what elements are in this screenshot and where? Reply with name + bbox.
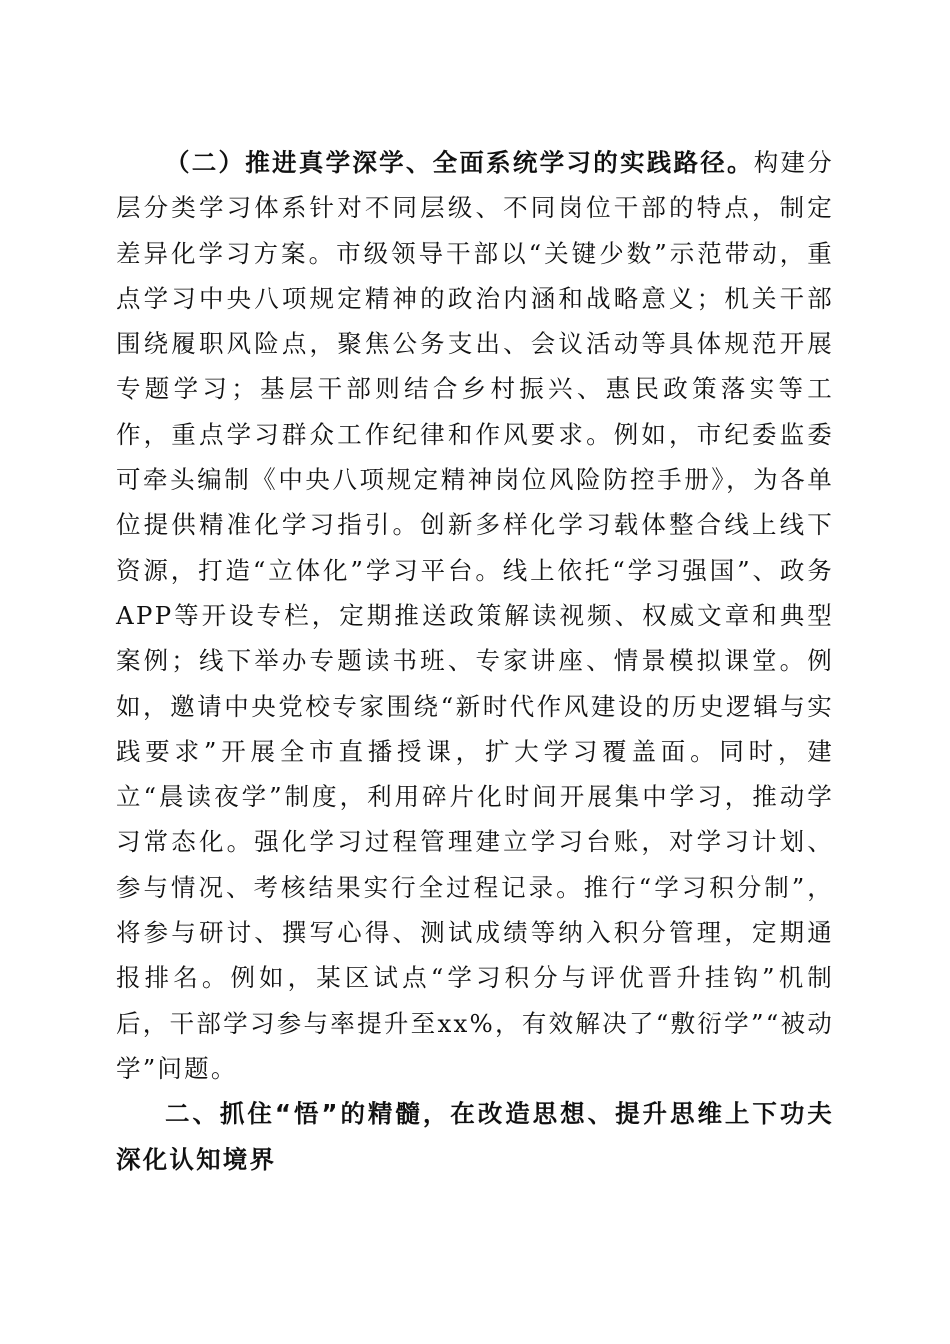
paragraph-lead: （二）推进真学深学、全面系统学习的实践路径。 — [165, 148, 754, 177]
document-body — [116, 140, 834, 1182]
section-heading: 二、抓住“悟”的精髓，在改造思想、提升思维上下功夫深化认知境界 — [116, 1099, 834, 1174]
paragraph-body: 构建分层分类学习体系针对不同层级、不同岗位干部的特点，制定差异化学习方案。市级领导干部以“关键少数”示范带动，重点学习中央八项规定精神的政治内涵和战略意义；机关干部围绕履职风险点，聚焦公务支出、会议活动等具体规范开展专题学习；基层干部则结合乡村振兴、惠民政策落实等工作，重点学习群众工作纪律和作风要求。例如，市纪委监委可牵头编制《中央八项规定精神岗位风险防控手册》，为各单位提供精准化学习指引。创新多样化学习载体整合线上线下资源，打造“立体化”学习平台。线上依托“学习强国”、政务APP等开设专栏，定期推送政策解读视频、权威文章和典型案例；线下举办专题读书班、专家讲座、情景模拟课堂。例如，邀请中央党校专家围绕“新时代作风建设的历史逻辑与实践要求”开展全市直播授课，扩大学习覆盖面。同时，建立“晨读夜学”制度，利用碎片化时间开展集中学习，推动学习常态化。强化学习过程管理建立学习台账，对学习计划、参与情况、考核结果实行全过程记录。推行“学习积分制”，将参与研讨、撰写心得、测试成绩等纳入积分管理，定期通报排名。例如，某区试点“学习积分与评优晋升挂钩”机制后，干部学习参与率提升至xx%，有效解决了“敷衍学”“被动学”问题。 — [116, 148, 834, 1083]
paragraph-section-2 — [116, 140, 834, 1091]
